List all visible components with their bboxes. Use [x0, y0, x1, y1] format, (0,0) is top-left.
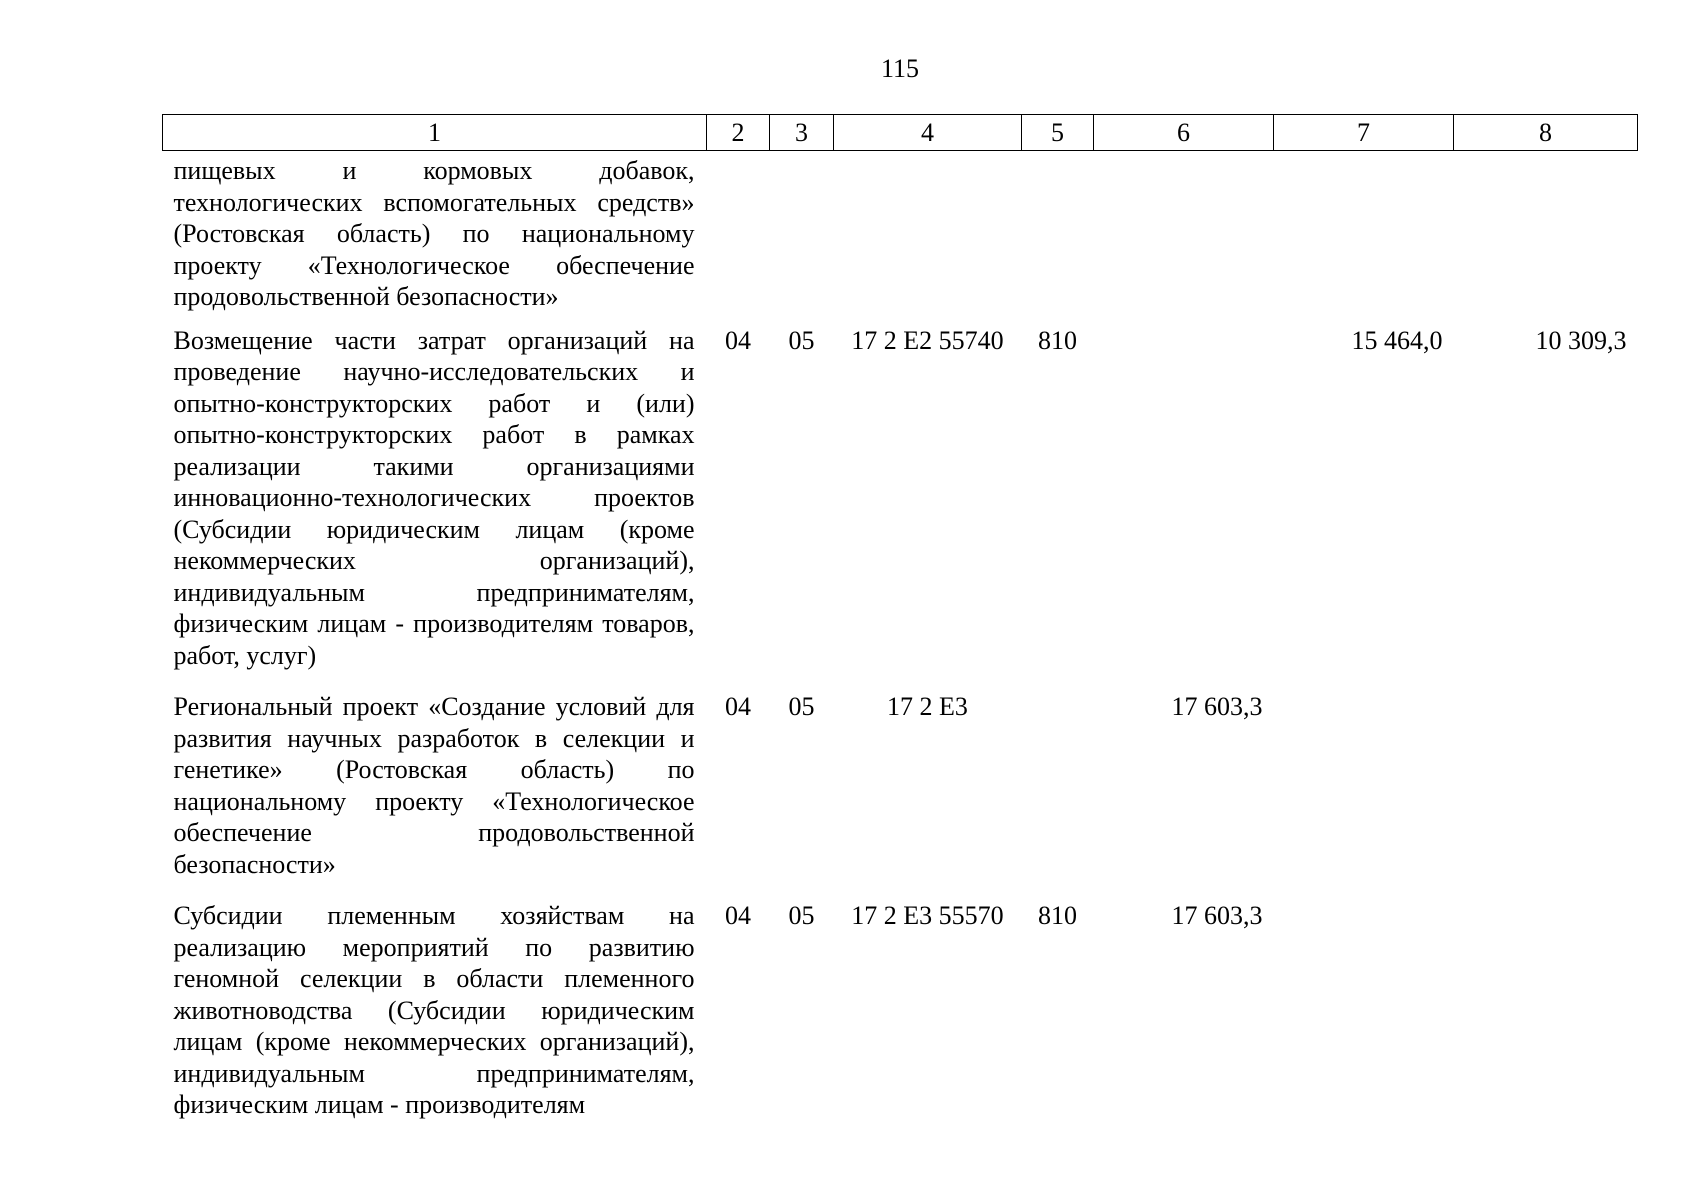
column-header: 8: [1454, 115, 1638, 151]
amount-col-7: 15 464,0: [1351, 325, 1443, 355]
section-code: 04: [725, 325, 751, 355]
section-code: 04: [725, 901, 751, 930]
amount-col-6: 17 603,3: [1171, 901, 1263, 930]
row-description: Возмещение части затрат организаций на проведение научно-исследовательских и опытно-конструкторских работ и (или) опытно-конструкторских работ в рамках реализации такими организациями инновационно-технологических проектов (Субсидии юридическим лицам (кроме некоммерческих организаций), индивидуальным предпринимателям, физическим лицам - производителям товаров, работ, услуг): [173, 325, 695, 670]
column-header: 3: [770, 115, 834, 151]
column-header: 4: [834, 115, 1022, 151]
target-article-code: 17 2 Е2 55740: [851, 325, 1004, 355]
column-header: 6: [1094, 115, 1274, 151]
subsection-code: 05: [788, 325, 815, 355]
target-article-code: 17 2 Е3 55570: [851, 901, 1004, 930]
column-header: 1: [163, 115, 707, 151]
expense-type-code: [1022, 151, 1094, 313]
amount-col-6: [1094, 151, 1274, 313]
target-article-code: 17 2 Е3: [887, 692, 968, 721]
table-row: [163, 671, 1638, 880]
row-description: пищевых и кормовых добавок, технологических вспомогательных средств» (Ростовская область) по национальному проекту «Технологическое обеспечение продовольственной безопасности»: [173, 156, 695, 311]
row-description: Субсидии племенным хозяйствам на реализацию мероприятий по развитию геномной селекции в области племенного животноводства (Субсидии юридическим лицам (кроме некоммерческих организаций), индивидуальным предпринимателям, физическим лицам - производителям: [173, 901, 695, 1119]
page-number: 115: [880, 54, 920, 83]
amount-col-8: 10 309,3: [1535, 325, 1627, 355]
subsection-code: 05: [788, 901, 815, 930]
amount-col-7: [1274, 151, 1454, 313]
section-code: [707, 151, 770, 313]
column-header-row: [163, 115, 1638, 151]
amount-col-6: [1094, 313, 1274, 672]
section-code: 04: [725, 692, 751, 721]
subsection-code: 05: [788, 692, 815, 721]
row-description: Региональный проект «Создание условий для развития научных разработок в селекции и генетике» (Ростовская область) по национальному проекту «Технологическое обеспечение продовольственной безопасности»: [173, 692, 695, 879]
budget-table: [162, 114, 1638, 1121]
column-header: 2: [707, 115, 770, 151]
table-row: [163, 880, 1638, 1121]
expense-type-code: [1022, 671, 1094, 880]
amount-col-7: [1274, 880, 1454, 1121]
target-article-code: [834, 151, 1022, 313]
column-header: 7: [1274, 115, 1454, 151]
column-header: 5: [1022, 115, 1094, 151]
amount-col-6: 17 603,3: [1171, 692, 1263, 721]
amount-col-8: [1454, 671, 1638, 880]
expense-type-code: 810: [1038, 325, 1077, 355]
table-row: [163, 313, 1638, 672]
amount-col-8: [1454, 880, 1638, 1121]
amount-col-7: [1274, 671, 1454, 880]
expense-type-code: 810: [1038, 901, 1077, 930]
subsection-code: [770, 151, 834, 313]
amount-col-8: [1454, 151, 1638, 313]
table-row: [163, 151, 1638, 313]
